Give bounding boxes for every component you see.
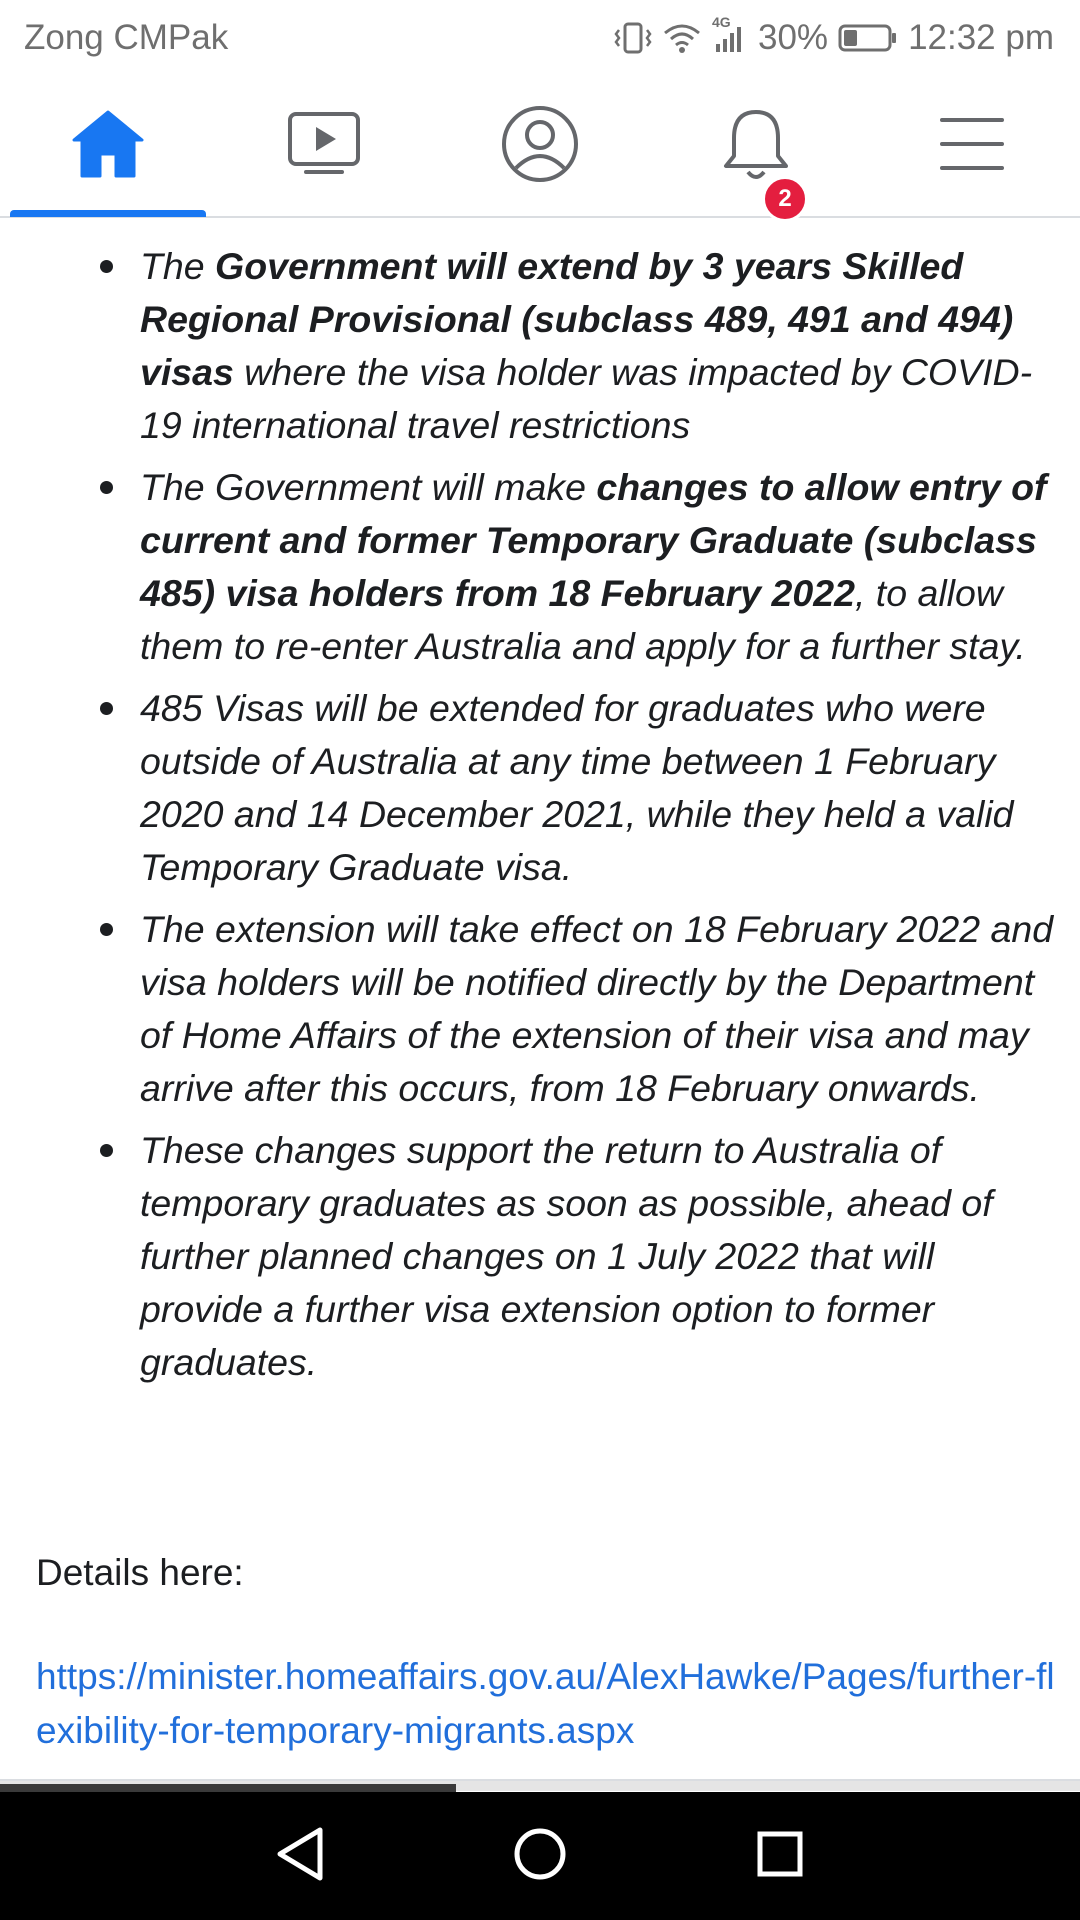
bullet-bold-text: Government will extend by 3 years Skilled Regional Provisional (subclass 489, 491 and 494) visas [140, 245, 1014, 393]
home-button[interactable] [508, 1824, 572, 1888]
tab-notifications[interactable] [648, 76, 864, 216]
scroll-indicator[interactable] [0, 1784, 456, 1792]
active-tab-indicator [10, 210, 206, 217]
bullet-text: The extension will take effect on 18 February 2022 and visa holders will be notified directly by the Department of Home Affairs of the extension of their visa and may arrive after this occurs, from 18 February onwards. [140, 908, 1054, 1109]
home-circle-icon [512, 1826, 568, 1887]
home-icon [70, 108, 146, 185]
video-icon [286, 110, 362, 183]
bullet-list [0, 218, 1080, 1389]
post-content[interactable] [0, 218, 1080, 1780]
clock: 12:32 pm [908, 18, 1054, 57]
details-label: Details here: [36, 1552, 244, 1593]
vibrate-icon [614, 21, 652, 55]
bullet-text: The [140, 245, 216, 287]
details-link[interactable]: https://minister.homeaffairs.gov.au/AlexHawke/Pages/further-flexibility-for-temporary-migrants.aspx [36, 1656, 1055, 1751]
bullet-item [0, 682, 1080, 894]
status-icons [614, 14, 1054, 58]
notification-badge[interactable]: 2 [762, 176, 808, 222]
bullet-bold-text: changes to allow entry of current and former Temporary Graduate (subclass 485) visa holders from 18 February 2022 [140, 466, 1047, 614]
tab-menu[interactable] [864, 76, 1080, 216]
network-type-label: 4G [712, 14, 731, 30]
bullet-text: , to allow them to re-enter Australia and apply for a further stay. [140, 572, 1026, 667]
carrier-label: Zong CMPak [24, 18, 229, 57]
bullet-text: These changes support the return to Australia of temporary graduates as soon as possible, ahead of further planned changes on 1 July 2022 that will provide a further visa extension option to former graduates. [140, 1129, 993, 1383]
profile-icon [500, 104, 580, 189]
battery-icon [838, 23, 898, 53]
back-button[interactable] [268, 1824, 332, 1888]
status-bar [0, 0, 1080, 76]
bullet-item [0, 1124, 1080, 1389]
recents-button[interactable] [748, 1824, 812, 1888]
menu-icon [938, 114, 1006, 179]
recents-icon [755, 1829, 805, 1884]
back-icon [274, 1826, 326, 1887]
top-navigation-bar [0, 76, 1080, 218]
bullet-item [0, 461, 1080, 673]
bullet-text: 485 Visas will be extended for graduates who were outside of Australia at any time between 1 February 2020 and 14 December 2021, while they held a valid Temporary Graduate visa. [140, 687, 1014, 888]
tab-watch[interactable] [216, 76, 432, 216]
bullet-item [0, 903, 1080, 1115]
signal-icon [712, 14, 748, 54]
tab-profile[interactable] [432, 76, 648, 216]
tab-home[interactable] [0, 76, 216, 216]
bullet-text: The Government will make [140, 466, 597, 508]
battery-percent: 30% [758, 18, 829, 57]
bullet-text: where the visa holder was impacted by COVID-19 international travel restrictions [140, 351, 1033, 446]
system-navigation-bar [0, 1792, 1080, 1920]
wifi-icon [662, 22, 702, 54]
bullet-item [0, 240, 1080, 452]
